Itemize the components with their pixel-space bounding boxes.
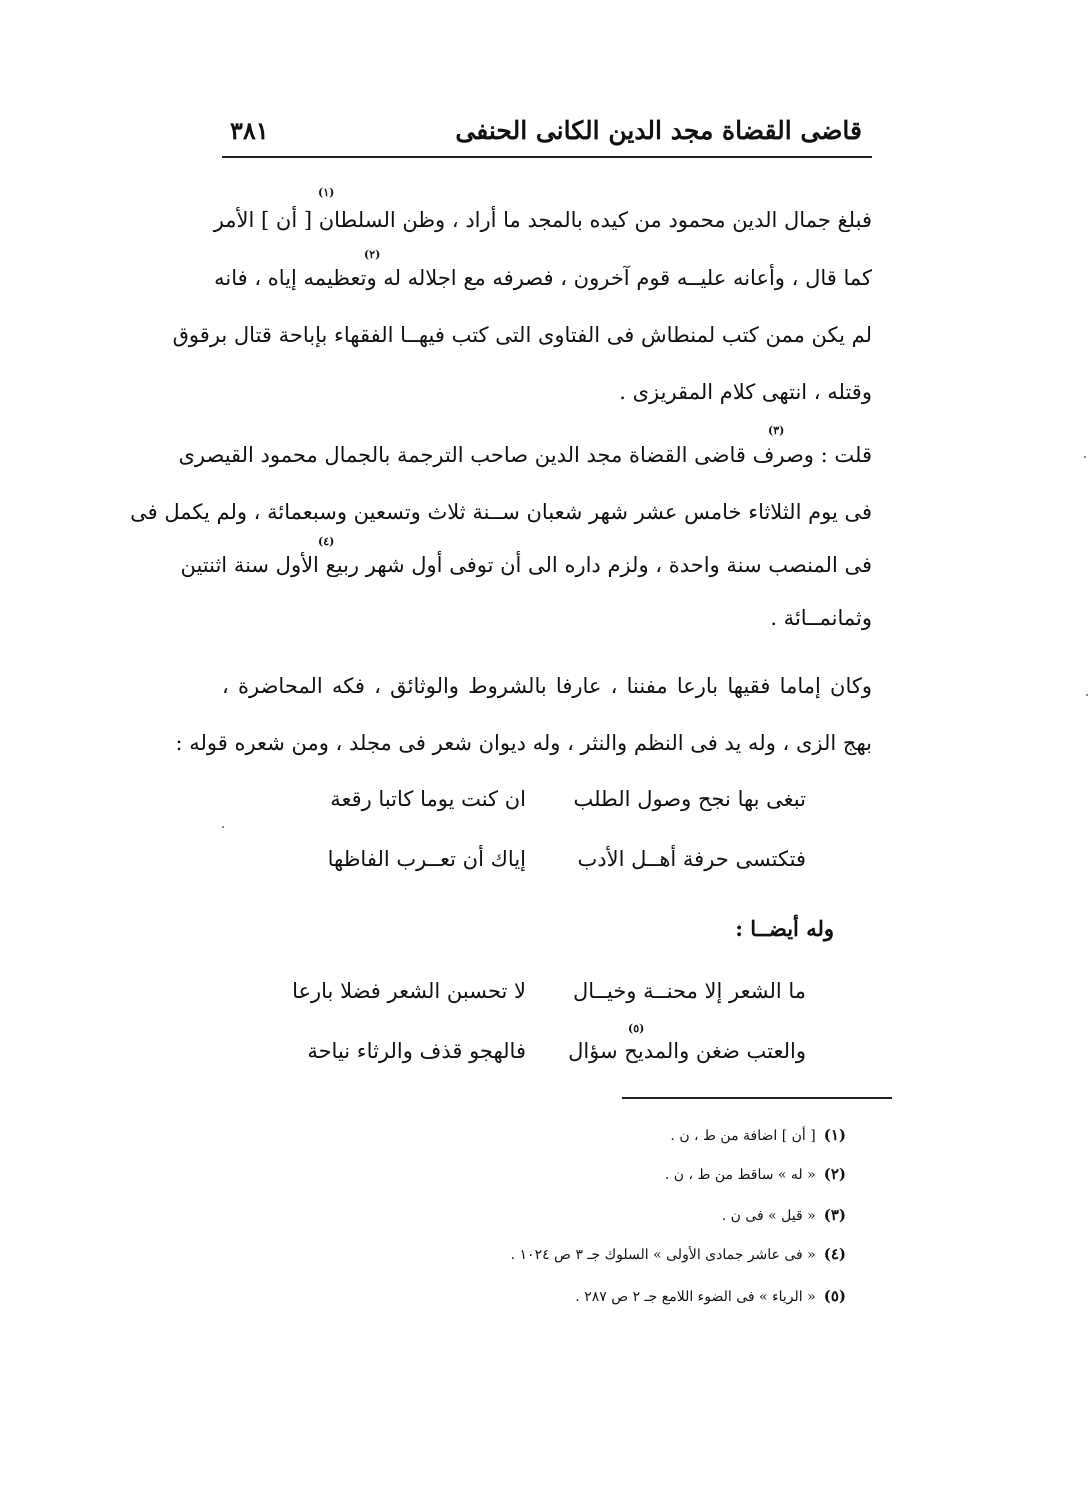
verse-first-hemistich: إياك أن تعــرب الفاظها (327, 847, 526, 871)
poem-2-intro: وله أيضــا : (735, 916, 834, 941)
scan-speck (222, 826, 224, 828)
paragraph-line: قلت : وصرف قاضى القضاة مجد الدين صاحب الترجمة بالجمال محمود القيصرى (178, 443, 872, 467)
verse-second-hemistich: ما الشعر إلا محنــة وخيــال (573, 979, 806, 1003)
footnote-number: (٢) (823, 1165, 846, 1183)
paragraph-line: بهج الزى ، وله يد فى النظم والنثر ، وله ديوان شعر فى مجلد ، ومن شعره قوله : (175, 731, 872, 755)
note-mark-1: (١) (318, 186, 335, 199)
footnote (665, 1167, 846, 1182)
scan-speck (1084, 456, 1086, 458)
verse-second-hemistich: والعتب ضغن والمديح سؤال (568, 1039, 806, 1063)
paragraph-line: لم يكن ممن كتب لمنطاش فى الفتاوى التى كتب فيهــا الفقهاء بإباحة قتال برقوق (172, 323, 872, 347)
footnote (722, 1208, 846, 1223)
verse-first-hemistich: ان كنت يوما كاتبا رقعة (330, 787, 526, 811)
footnote-rule (622, 1097, 892, 1099)
note-mark-4: (٤) (318, 535, 335, 548)
footnote (511, 1247, 846, 1262)
paragraph-line: وكان إماما فقيها بارعا مفننا ، عارفا بالشروط والوثائق ، فكه المحاضرة ، (222, 674, 872, 698)
verse-first-hemistich: فالهجو قذف والرثاء نياحة (307, 1039, 526, 1063)
footnote-number: (٥) (823, 1287, 846, 1305)
paragraph-line: فى المنصب سنة واحدة ، ولزم داره الى أن توفى أول شهر ربيع الأول سنة اثنتين (180, 553, 872, 577)
note-mark-5: (٥) (628, 1022, 645, 1035)
paragraph-line: كما قال ، وأعانه عليــه قوم آخرون ، فصرفه مع اجلاله له وتعظيمه إياه ، فانه (214, 266, 872, 290)
note-mark-2: (٢) (364, 248, 381, 261)
paragraph-line: وقتله ، انتهى كلام المقريزى . (619, 380, 872, 404)
verse-second-hemistich: فتكتسى حرفة أهــل الأدب (577, 847, 806, 871)
footnote-text: « قيل » فى ن . (721, 1208, 816, 1224)
scan-speck (1086, 694, 1088, 696)
verse-second-hemistich: تبغى بها نجح وصول الطلب (573, 787, 806, 811)
footnote (575, 1289, 846, 1304)
page-number: ٣٨١ (230, 116, 269, 145)
page-header (222, 112, 872, 158)
footnote-text: « الرياء » فى الضوء اللامع جـ ٢ ص ٢٨٧ . (575, 1289, 816, 1305)
footnote-text: « له » ساقط من ط ، ن . (664, 1167, 816, 1183)
footnote-text: [ أن ] اضافة من ط ، ن . (670, 1128, 816, 1144)
paragraph-line: وثمانمــائة . (770, 606, 872, 630)
footnote-number: (٤) (823, 1245, 846, 1263)
footnote (670, 1128, 846, 1143)
note-mark-3: (٣) (768, 424, 785, 437)
footnote-text: « فى عاشر جمادى الأولى » السلوك جـ ٣ ص ١٠٢٤ . (510, 1247, 816, 1263)
header-rule (222, 156, 872, 158)
running-title: قاضى القضاة مجد الدين الكانى الحنفى (455, 116, 862, 145)
paragraph-line: فبلغ جمال الدين محمود من كيده بالمجد ما أراد ، وظن السلطان [ أن ] الأمر (213, 208, 872, 232)
paragraph-line: فى يوم الثلاثاء خامس عشر شهر شعبان ســنة ثلاث وتسعين وسبعمائة ، ولم يكمل فى (130, 500, 872, 524)
footnote-number: (١) (823, 1126, 846, 1144)
footnote-number: (٣) (823, 1206, 846, 1224)
verse-first-hemistich: لا تحسبن الشعر فضلا بارعا (292, 979, 526, 1003)
